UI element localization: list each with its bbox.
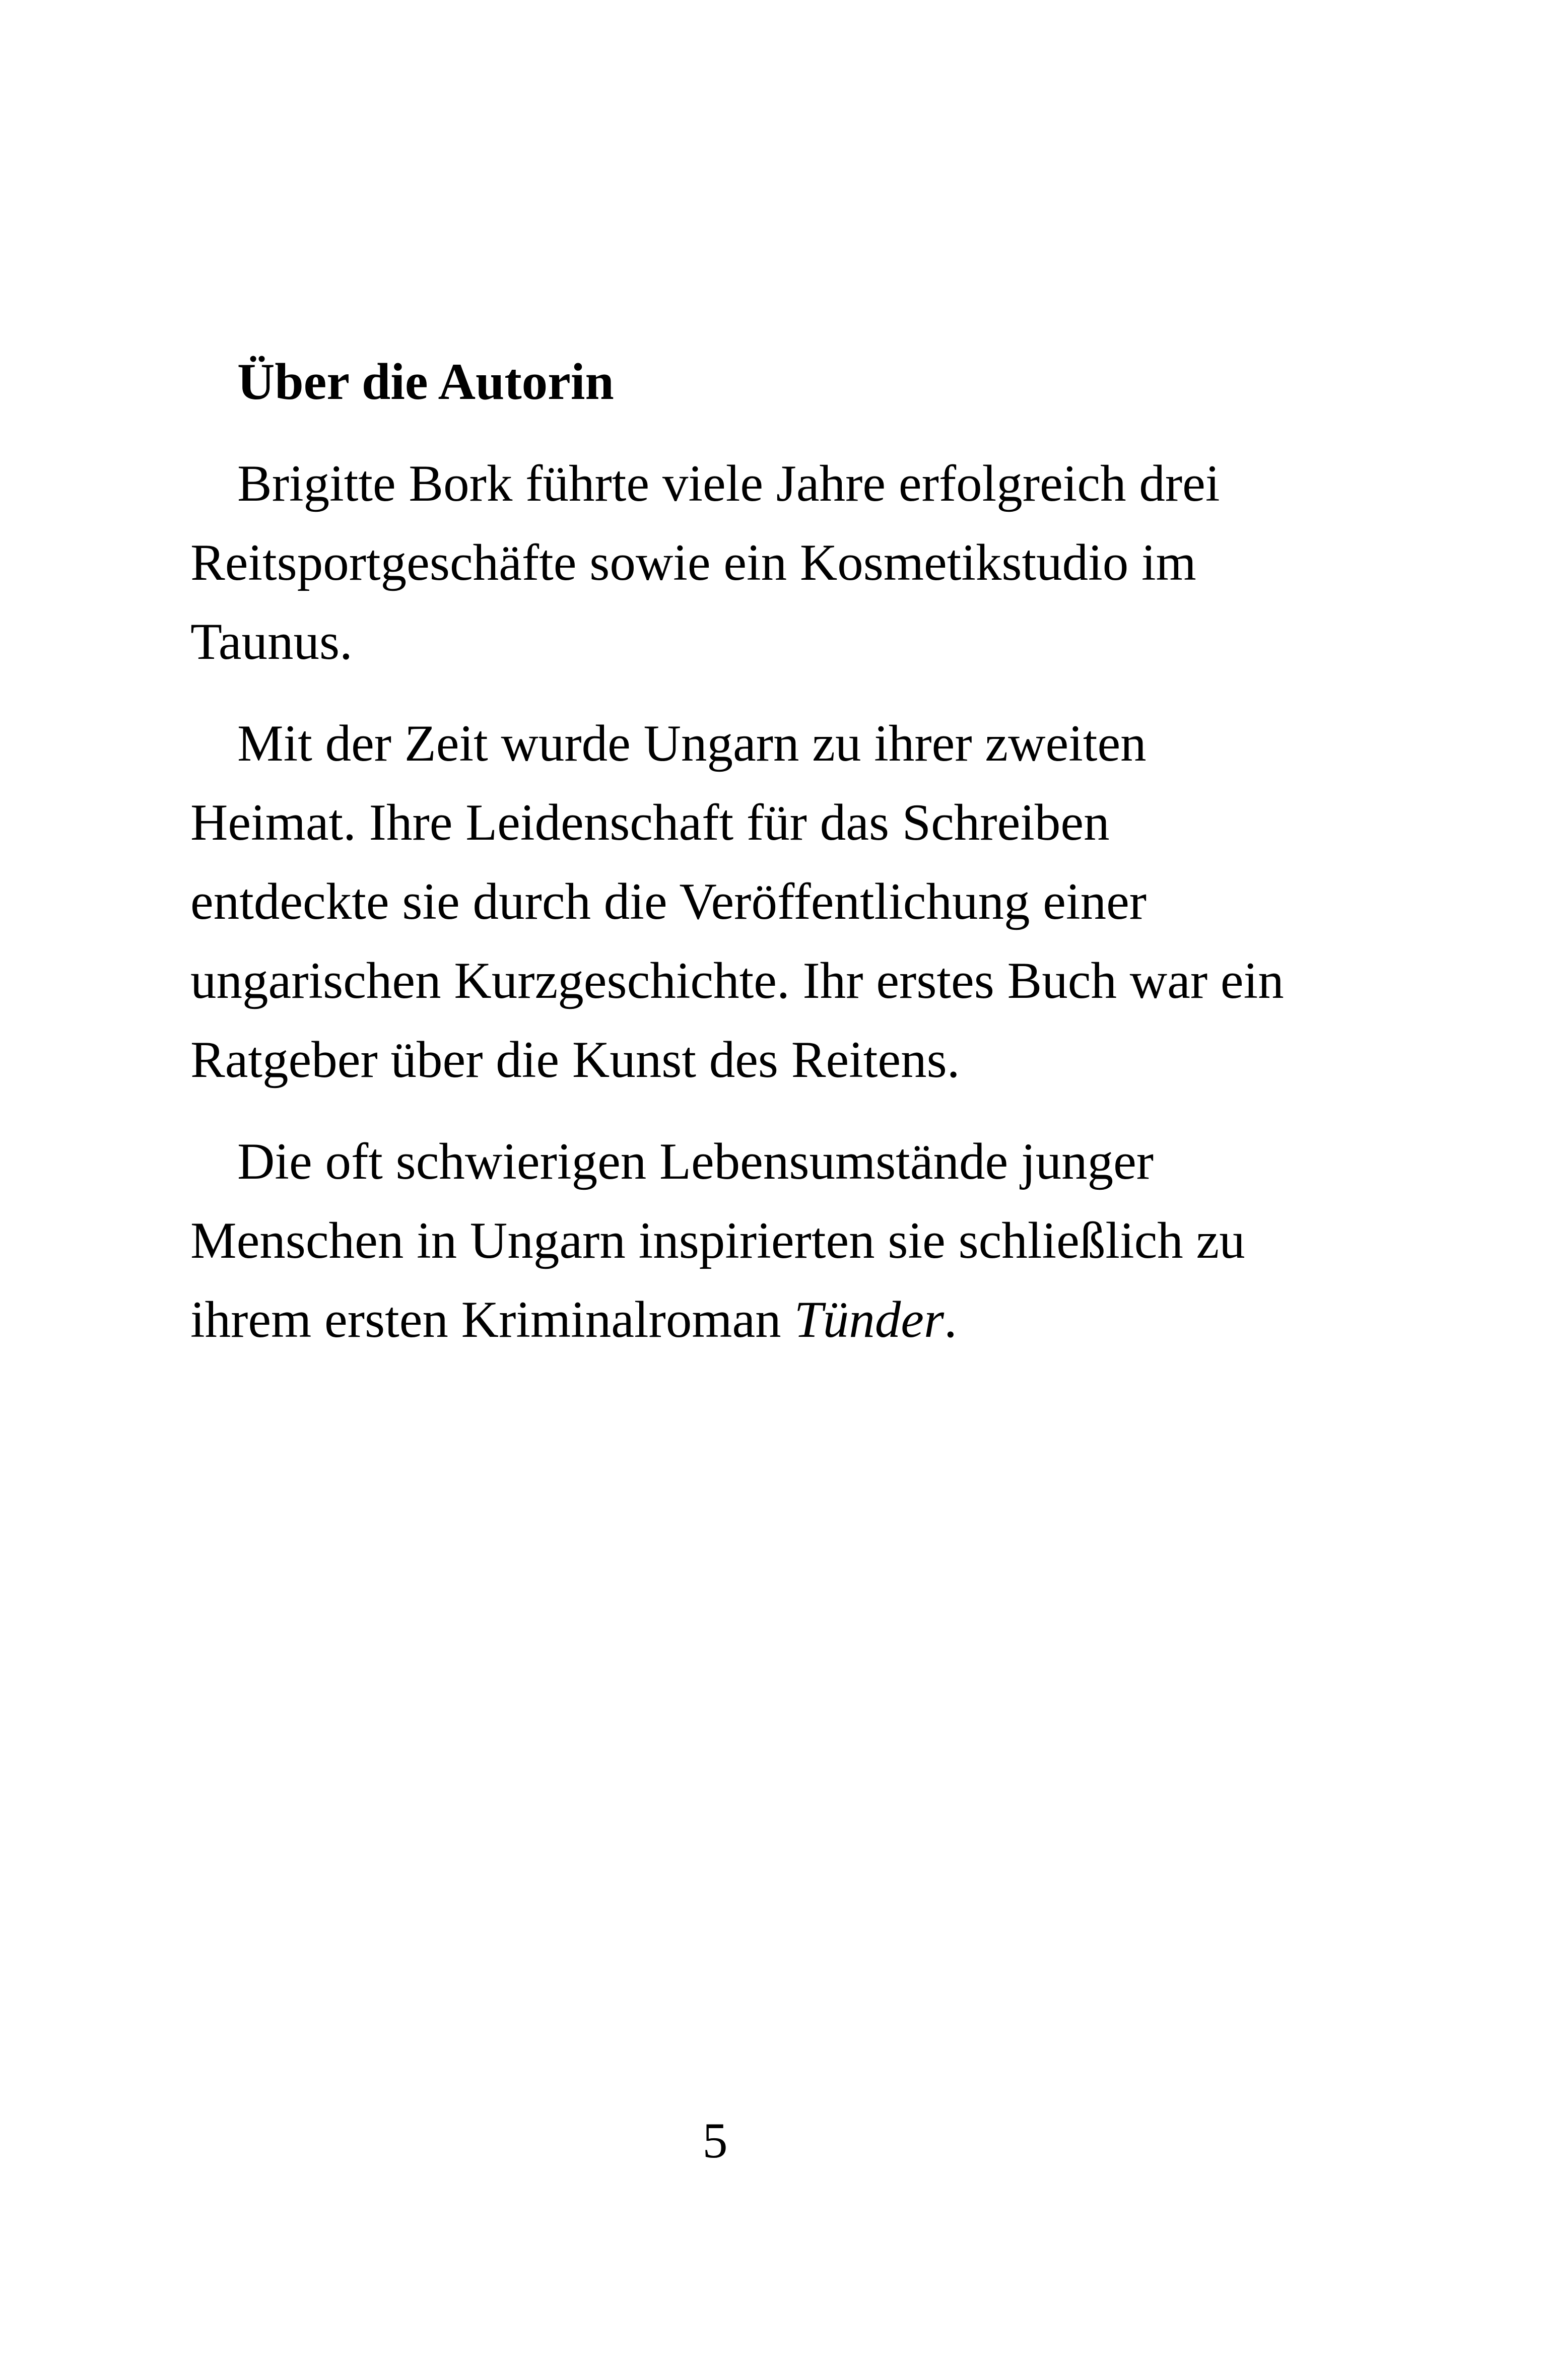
bio-paragraph-2 (190, 704, 1349, 1100)
bio-paragraph-1 (190, 444, 1349, 682)
section-heading: Über die Autorin (237, 353, 614, 411)
text-line: Die oft schwierigen Lebensumstände junger (237, 1133, 1154, 1190)
text-line: ungarischen Kurzgeschichte. Ihr erstes Buch war ein (190, 952, 1284, 1009)
text-line: Brigitte Bork führte viele Jahre erfolgreich drei (237, 455, 1220, 512)
text-line-segment: ihrem ersten Kriminalroman (190, 1291, 794, 1348)
page-number: 5 (702, 2113, 728, 2168)
text-line (190, 1280, 1349, 1359)
text-line: Ratgeber über die Kunst des Reitens. (190, 1031, 960, 1089)
end-punctuation: . (944, 1291, 957, 1348)
text-line: Menschen in Ungarn inspirierten sie schließlich zu (190, 1212, 1245, 1269)
text-line: Heimat. Ihre Leidenschaft für das Schreiben (190, 794, 1110, 851)
book-title: Tünder (794, 1291, 945, 1348)
text-line: Taunus. (190, 613, 353, 670)
bio-paragraph-3 (190, 1122, 1349, 1359)
text-line: Mit der Zeit wurde Ungarn zu ihrer zweiten (237, 715, 1147, 772)
author-bio (190, 343, 1349, 1359)
text-line: entdeckte sie durch die Veröffentlichung einer (190, 873, 1147, 930)
text-line: Reitsportgeschäfte sowie ein Kosmetikstudio im (190, 534, 1196, 591)
